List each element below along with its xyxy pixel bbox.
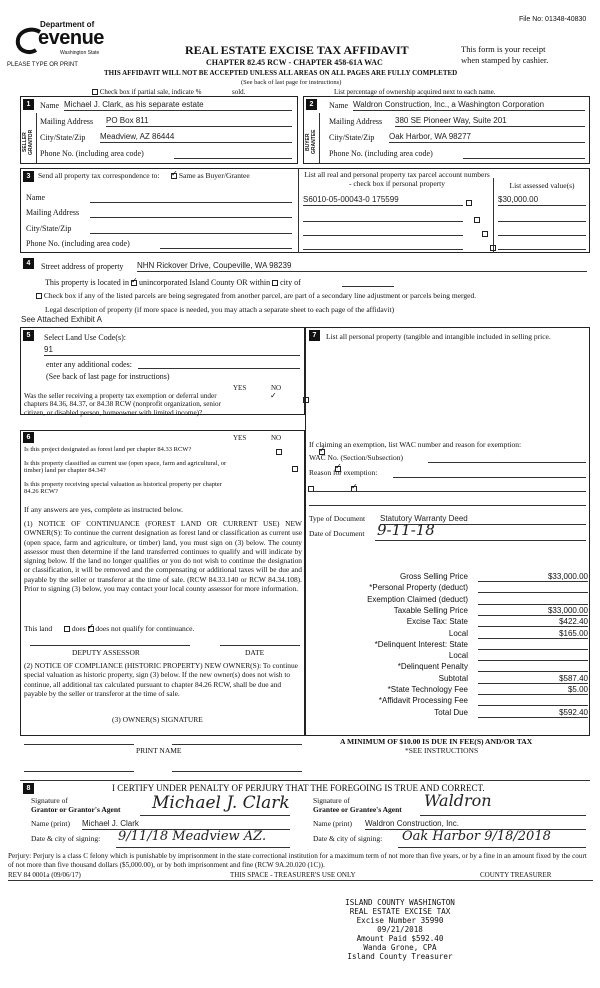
same-as-buyer-option[interactable]: ✓ Same as Buyer/Grantee xyxy=(171,172,250,181)
calc-row xyxy=(320,606,590,617)
grantor-name-field[interactable]: Michael J. Clark xyxy=(82,819,290,830)
logo-dept: Department of xyxy=(40,20,95,29)
parcel-2-personal-checkbox[interactable] xyxy=(474,217,480,223)
calc-row-value[interactable]: $592.40 xyxy=(478,708,588,718)
stamp-line-7: Island County Treasurer xyxy=(347,952,453,961)
calc-row-label: Exemption Claimed (deduct) xyxy=(367,594,468,604)
calc-row xyxy=(320,583,590,594)
treasurer-stamp xyxy=(300,898,500,961)
rev-number: REV 84 0001a (09/06/17) xyxy=(8,871,81,879)
county-treasurer-label: COUNTY TREASURER xyxy=(480,871,552,879)
doc-type-field[interactable]: Statutory Warranty Deed xyxy=(380,514,586,525)
personal-property-label: List all personal property (tangible and intangible included in selling price. xyxy=(326,332,551,341)
perjury-text: Perjury: Perjury is a class C felony which is punishable by imprisonment in the state correctional institution for a maximum term of not more than five years, or by a fine in an amount fixed by the court of not more than five thousand dollars ($5,000.00), or by both imprisonment and fine (RCW 9A.20.020 (1C)). xyxy=(8,852,587,869)
additional-codes-label: enter any additional codes: xyxy=(46,360,132,369)
historic-question: Is this property receiving special valuation as historical property per chapter 84.26 RCW? xyxy=(24,481,222,496)
grantee-date-field[interactable]: Oak Harbor 9/18/2018 xyxy=(402,829,551,844)
see-back-text: (See back of last page for instructions) xyxy=(241,79,342,86)
calc-row xyxy=(320,696,590,707)
sec6-yes-header: YES xyxy=(233,434,247,442)
grantee-sig-label: Signature of xyxy=(313,796,350,805)
segregated-checkbox[interactable] xyxy=(36,293,42,299)
calc-row xyxy=(320,617,590,628)
calc-row-value[interactable] xyxy=(478,662,588,672)
calc-row-value[interactable]: $422.40 xyxy=(478,617,588,627)
calc-row-value[interactable]: $33,000.00 xyxy=(478,572,588,582)
calc-row-label: *Personal Property (deduct) xyxy=(369,583,468,593)
unincorporated-checkbox[interactable] xyxy=(131,280,137,286)
owner-signature-label: (3) OWNER(S) SIGNATURE xyxy=(112,715,203,724)
exemption-no-check-icon: ✓ xyxy=(270,391,277,400)
does-qualify-checkbox[interactable] xyxy=(64,626,70,632)
stamp-line-3: Excise Number 35990 xyxy=(356,916,444,925)
notice-compliance: (2) NOTICE OF COMPLIANCE (HISTORIC PROPERTY) NEW OWNER(S): To continue special valuation as historic property, sign (3) below. If the new owner(s) does not wish to continue, all additional tax calculated pursuant to chapter 84.26 RCW, shall be due and payable by the seller or transferor at the time of sale. xyxy=(24,661,298,698)
exemption-question: Was the seller receiving a property tax exemption or deferral under chapters 84.36, 84.37, or 84.38 RCW (nonprofit organization, senior citizen, or disabled person, homeowner with limited income)? xyxy=(24,392,221,417)
seller-grantor-label: SELLER GRANTOR xyxy=(22,129,34,155)
stamp-line-1: ISLAND COUNTY WASHINGTON xyxy=(345,898,455,907)
calc-row-label: Local xyxy=(448,628,468,638)
receipt-line-1: This form is your receipt xyxy=(461,44,546,54)
buyer-city-field[interactable]: Oak Harbor, WA 98277 xyxy=(389,132,585,143)
seller-city-field[interactable]: Meadview, AZ 86444 xyxy=(100,132,292,143)
calc-row xyxy=(320,708,590,719)
section-6-number: 6 xyxy=(23,432,34,443)
parcel-1-personal-checkbox[interactable] xyxy=(466,200,472,206)
stamp-line-2: REAL ESTATE EXCISE TAX xyxy=(349,907,451,916)
calc-row-label: Total Due xyxy=(434,707,468,717)
forest-yes-checkbox[interactable] xyxy=(276,449,282,455)
seller-city-label: City/State/Zip xyxy=(40,133,86,142)
dor-logo xyxy=(14,20,124,62)
seller-name-field[interactable]: Michael J. Clark, as his separate estate xyxy=(64,100,292,111)
buyer-phone-field[interactable] xyxy=(463,148,585,159)
section-2-number: 2 xyxy=(306,99,317,110)
if-yes-text: If any answers are yes, complete as instructed below. xyxy=(24,505,184,514)
grantee-name-field[interactable]: Waldron Construction, Inc. xyxy=(365,819,586,830)
logo-state: Washington State xyxy=(60,50,100,56)
grantor-date-field[interactable]: 9/11/18 Meadview AZ. xyxy=(118,829,267,844)
city-of-checkbox[interactable] xyxy=(272,280,278,286)
grantor-agent-label: Grantor or Grantor's Agent xyxy=(31,805,121,814)
date-label: DATE xyxy=(245,648,265,657)
seller-name-label: Name xyxy=(40,101,60,110)
doc-type-label: Type of Document xyxy=(309,514,366,523)
sec3-phone-label: Phone No. (including area code) xyxy=(26,239,130,248)
sec3-address-label: Mailing Address xyxy=(26,208,80,217)
calc-row xyxy=(320,595,590,606)
calc-row xyxy=(320,629,590,640)
grantor-name-label: Name (print) xyxy=(31,819,70,828)
sec3-city-label: City/State/Zip xyxy=(26,224,72,233)
calc-row-label: *State Technology Fee xyxy=(387,685,468,694)
calc-row-value[interactable] xyxy=(478,651,588,661)
form-title: REAL ESTATE EXCISE TAX AFFIDAVIT xyxy=(185,43,409,57)
assessed-header: List assessed value(s) xyxy=(509,181,575,190)
print-name-label: PRINT NAME xyxy=(136,746,182,755)
section-7-number: 7 xyxy=(309,330,320,341)
list-pct-label: List percentage of ownership acquired next to each name. xyxy=(334,88,496,96)
section-8-number: 8 xyxy=(23,783,34,794)
legal-description-field[interactable]: See Attached Exhibit A xyxy=(21,315,102,324)
current-use-question: Is this property classified as current use (open space, farm and agricultural, or timber) land per chapter 84.34? xyxy=(24,460,227,475)
file-number: File No: 01348-40830 xyxy=(519,16,587,23)
calc-row-value[interactable]: $587.40 xyxy=(478,674,588,684)
buyer-city-label: City/State/Zip xyxy=(329,133,375,142)
calc-row xyxy=(320,572,590,583)
sec5-no-header: NO xyxy=(271,384,282,392)
calc-row xyxy=(320,662,590,673)
notice-continuance: (1) NOTICE OF CONTINUANCE (FOREST LAND OR CURRENT USE) NEW OWNER(S): To continue the current designation as forest land or classification as current use (open space, farm and agriculture, or timber) land, you must sign on (3) below. The county assessor must then determine if the land transferred continues to qualify and will indicate by signing below. If the land no longer qualifies or you do not wish to continue the designation or classification, it will be removed and the compensating or additional taxes will be due and payable by the seller or transferor at the time of sale. (RCW 84.33.140 or RCW 84.34.108). Prior to signing (3) below, you may contact your local county assessor for more information. xyxy=(24,519,302,594)
receipt-line-2: when stamped by cashier. xyxy=(461,55,549,65)
buyer-address-field[interactable]: 380 SE Pioneer Way, Suite 201 xyxy=(395,116,585,127)
wac-label: WAC No. (Section/Subsection) xyxy=(309,453,403,462)
grantor-sig-label: Signature of xyxy=(31,796,68,805)
treasurer-space-label: THIS SPACE - TREASURER'S USE ONLY xyxy=(230,871,356,879)
doc-date-label: Date of Document xyxy=(309,529,365,538)
sec5-see-back: (See back of last page for instructions) xyxy=(46,372,170,381)
calc-row xyxy=(320,685,590,696)
calc-row-value[interactable] xyxy=(478,696,588,706)
calc-row-value[interactable] xyxy=(478,583,588,593)
section-5-number: 5 xyxy=(23,330,34,341)
sold-label: sold. xyxy=(232,88,246,96)
grantee-agent-label: Grantee or Grantee's Agent xyxy=(313,805,402,814)
street-address-field[interactable]: NHN Rickover Drive, Coupeville, WA 98239 xyxy=(137,261,587,272)
located-in-label: This property is located in ✓ unincorporated Island County OR within city of xyxy=(45,278,301,287)
stamp-line-5: Amount Paid $592.40 xyxy=(356,934,444,943)
qualify-line: This land does ✓ does not qualify for continuance. xyxy=(24,625,194,634)
calc-row-label: Gross Selling Price xyxy=(399,572,468,581)
section-1-number: 1 xyxy=(23,99,34,110)
calc-row-value[interactable]: $165.00 xyxy=(478,629,588,639)
parcel-header: List all real and personal property tax parcel account numbers - check box if personal property xyxy=(304,170,490,188)
please-type: PLEASE TYPE OR PRINT xyxy=(7,62,78,68)
same-as-buyer-checkbox[interactable] xyxy=(171,173,177,179)
seller-phone-label: Phone No. (including area code) xyxy=(40,149,144,158)
assessed-value-1[interactable]: $30,000.00 xyxy=(498,195,586,206)
stamp-line-6: Wanda Grone, CPA xyxy=(363,943,437,952)
buyer-grantee-label: BUYER GRANTEE xyxy=(305,129,317,155)
parcel-4-personal-checkbox[interactable] xyxy=(490,245,496,251)
calc-row-label: *Delinquent Interest: State xyxy=(374,639,468,649)
logo-revenue: evenue xyxy=(38,27,104,49)
certify-text: I CERTIFY UNDER PENALTY OF PERJURY THAT THE FOREGOING IS TRUE AND CORRECT. xyxy=(112,783,485,793)
calc-row-value[interactable]: $5.00 xyxy=(478,685,588,695)
reason-label: Reason for exemption: xyxy=(309,468,378,477)
street-address-label: Street address of property xyxy=(41,262,124,271)
calc-row-label: Local xyxy=(448,651,468,661)
seller-address-label: Mailing Address xyxy=(40,117,94,126)
current-use-yes-checkbox[interactable] xyxy=(292,466,298,472)
calc-row-label: *Delinquent Penalty xyxy=(397,662,468,672)
minimum-due-text: A MINIMUM OF $10.00 IS DUE IN FEE(S) AND/OR TAX xyxy=(340,737,533,746)
warning-text: THIS AFFIDAVIT WILL NOT BE ACCEPTED UNLESS ALL AREAS ON ALL PAGES ARE FULLY COMPLETED xyxy=(104,69,458,77)
buyer-address-label: Mailing Address xyxy=(329,117,383,126)
calc-row-value[interactable] xyxy=(478,595,588,605)
parcel-number-1[interactable]: S6010-05-00043-0 175599 xyxy=(303,195,463,206)
calc-row xyxy=(320,674,590,685)
grantee-date-label: Date & city of signing: xyxy=(313,834,383,843)
parcel-3-personal-checkbox[interactable] xyxy=(482,231,488,237)
calc-row-label: Subtotal xyxy=(438,673,468,683)
seller-phone-field[interactable] xyxy=(174,148,292,159)
calc-row xyxy=(320,640,590,651)
grantor-date-label: Date & city of signing: xyxy=(31,834,101,843)
calc-row-value[interactable] xyxy=(478,640,588,650)
sec5-yes-header: YES xyxy=(233,384,247,392)
grantor-signature: Michael J. Clark xyxy=(152,793,290,813)
sec3-name-label: Name xyxy=(26,193,46,202)
doc-date-field[interactable]: 9-11-18 xyxy=(377,521,435,539)
buyer-phone-label: Phone No. (including area code) xyxy=(329,149,433,158)
stamp-line-4: 09/21/2018 xyxy=(377,925,423,934)
send-correspondence-label: Send all property tax correspondence to: xyxy=(38,171,160,180)
section-3-number: 3 xyxy=(23,171,34,182)
claiming-exemption-label: If claiming an exemption, list WAC number and reason for exemption: xyxy=(309,440,522,449)
grantee-name-label: Name (print) xyxy=(313,819,352,828)
calc-row-label: *Affidavit Processing Fee xyxy=(378,696,468,706)
sec6-no-header: NO xyxy=(271,434,282,442)
calc-row-label: Excise Tax: State xyxy=(406,617,468,627)
form-chapter: CHAPTER 82.45 RCW - CHAPTER 458-61A WAC xyxy=(206,58,383,67)
see-instructions-text: *SEE INSTRUCTIONS xyxy=(405,746,479,755)
section-4-number: 4 xyxy=(23,258,34,269)
calc-row-value[interactable]: $33,000.00 xyxy=(478,606,588,616)
deputy-assessor-label: DEPUTY ASSESSOR xyxy=(72,648,140,657)
legal-description-label: Legal description of property (if more space is needed, you may attach a separate sheet to each page of the affidavit) xyxy=(45,305,395,314)
calc-row xyxy=(320,651,590,662)
partial-sale-checkbox[interactable] xyxy=(92,89,98,95)
calc-row-label: Taxable Selling Price xyxy=(393,605,468,615)
buyer-name-label: Name xyxy=(329,101,349,110)
land-use-code-field[interactable]: 91 xyxy=(44,345,300,356)
partial-sale-label: Check box if partial sale, indicate % xyxy=(92,88,201,96)
land-use-label: Select Land Use Code(s): xyxy=(44,333,126,342)
does-not-qualify-checkbox[interactable] xyxy=(88,626,94,632)
grantee-signature: Waldron xyxy=(424,791,492,810)
buyer-name-field[interactable]: Waldron Construction, Inc., a Washington Corporation xyxy=(353,100,585,111)
forest-land-question: Is this project designated as forest land per chapter 84.33 RCW? xyxy=(24,446,192,453)
segregated-label: Check box if any of the listed parcels are being segregated from another parcel, are part of a secondary line adjustment or parcels being merged. xyxy=(36,292,476,301)
seller-address-field[interactable]: PO Box 811 xyxy=(106,116,292,127)
